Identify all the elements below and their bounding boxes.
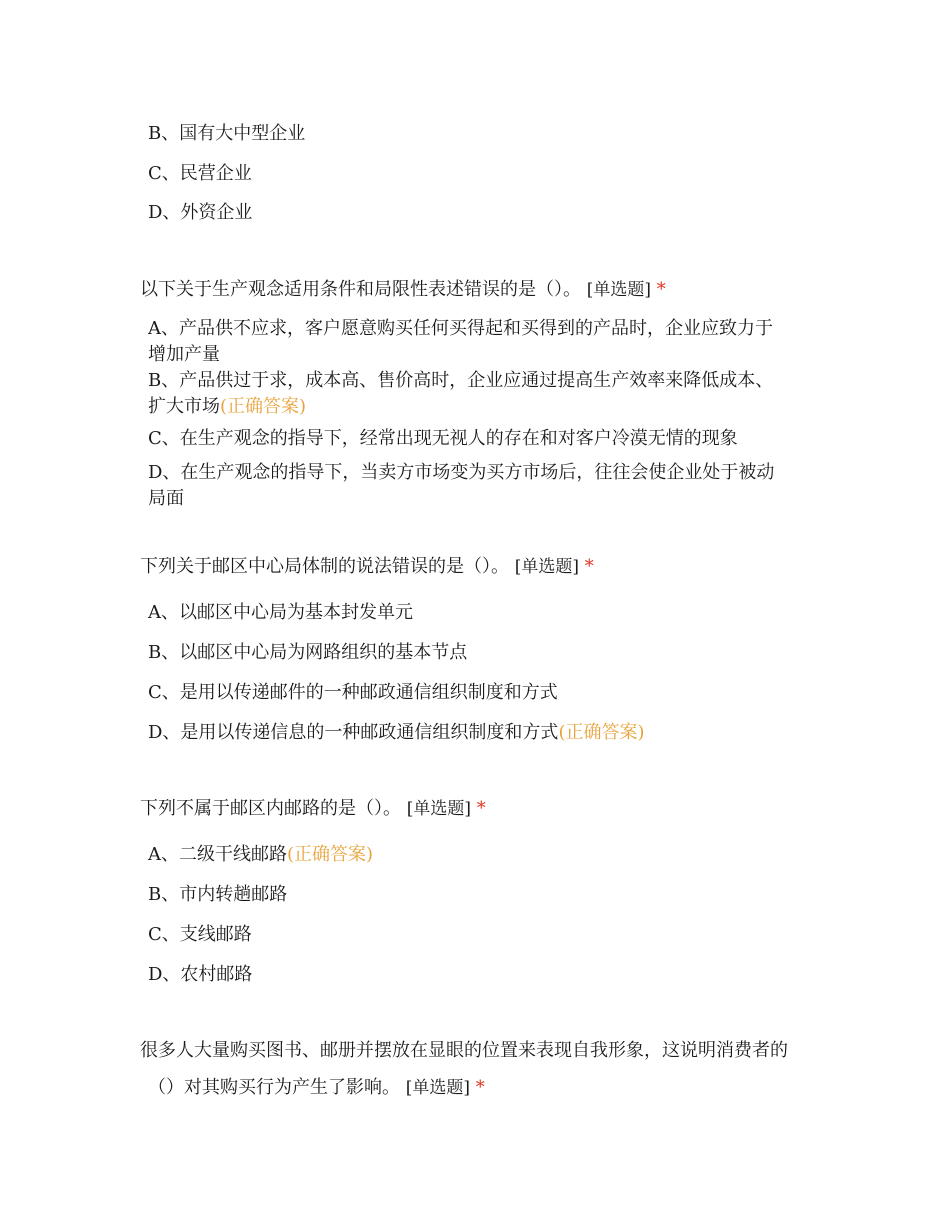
- option-line: 扩大市场: [148, 396, 220, 417]
- correct-answer-label: (正确答案): [558, 722, 645, 743]
- option-line: 局面: [148, 488, 184, 509]
- option-d: D、是用以传递信息的一种邮政通信组织制度和方式(正确答案): [148, 722, 645, 743]
- question-title: [148, 1075, 838, 1101]
- required-marker: *: [584, 556, 594, 577]
- question-text-line: 很多人大量购买图书、邮册并摆放在显眼的位置来表现自我形象，这说明消费者的: [140, 1040, 788, 1061]
- option-d: [148, 460, 808, 512]
- option-line: B、产品供过于求，成本高、售价高时，企业应通过提高生产效率来降低成本、: [148, 370, 774, 391]
- question-text: 下列不属于邮区内邮路的是（）。: [140, 798, 401, 819]
- option-a: [148, 316, 808, 368]
- question-text: 以下关于生产观念适用条件和局限性表述错误的是（）。: [140, 279, 581, 300]
- option-d: D、农村邮路: [148, 964, 253, 985]
- required-marker: *: [656, 279, 666, 300]
- question-text: 下列关于邮区中心局体制的说法错误的是（）。: [140, 556, 509, 577]
- question-text-line: （）对其购买行为产生了影响。: [148, 1077, 400, 1098]
- question-type-tag: [单选题]: [586, 280, 651, 300]
- option-d: D、外资企业: [148, 202, 253, 223]
- option-c: C、支线邮路: [148, 924, 252, 945]
- option-c: C、民营企业: [148, 163, 252, 184]
- correct-answer-label: (正确答案): [220, 396, 307, 417]
- required-marker: *: [476, 798, 486, 819]
- option-c: C、是用以传递邮件的一种邮政通信组织制度和方式: [148, 682, 558, 703]
- option-b: B、市内转趟邮路: [148, 884, 288, 905]
- question-type-tag: [单选题]: [406, 799, 471, 819]
- option-b: [148, 368, 808, 420]
- question-title: [140, 796, 830, 822]
- option-line: D、在生产观念的指导下，当卖方市场变为买方市场后，往往会使企业处于被动: [148, 462, 775, 483]
- required-marker: *: [475, 1077, 485, 1098]
- option-line: A、产品供不应求，客户愿意购买任何买得起和买得到的产品时，企业应致力于: [148, 318, 773, 339]
- question-type-tag: [单选题]: [514, 557, 579, 577]
- option-b: B、国有大中型企业: [148, 123, 306, 144]
- question-type-tag: [单选题]: [405, 1078, 470, 1098]
- question-title: [140, 277, 830, 303]
- option-a: A、二级干线邮路(正确答案): [148, 844, 374, 865]
- option-a: A、以邮区中心局为基本封发单元: [148, 602, 413, 623]
- correct-answer-label: (正确答案): [287, 844, 374, 865]
- option-b: B、以邮区中心局为网路组织的基本节点: [148, 642, 468, 663]
- option-line: 增加产量: [148, 344, 220, 365]
- question-title: [140, 554, 830, 580]
- option-c: C、在生产观念的指导下，经常出现无视人的存在和对客户冷漠无情的现象: [148, 428, 738, 449]
